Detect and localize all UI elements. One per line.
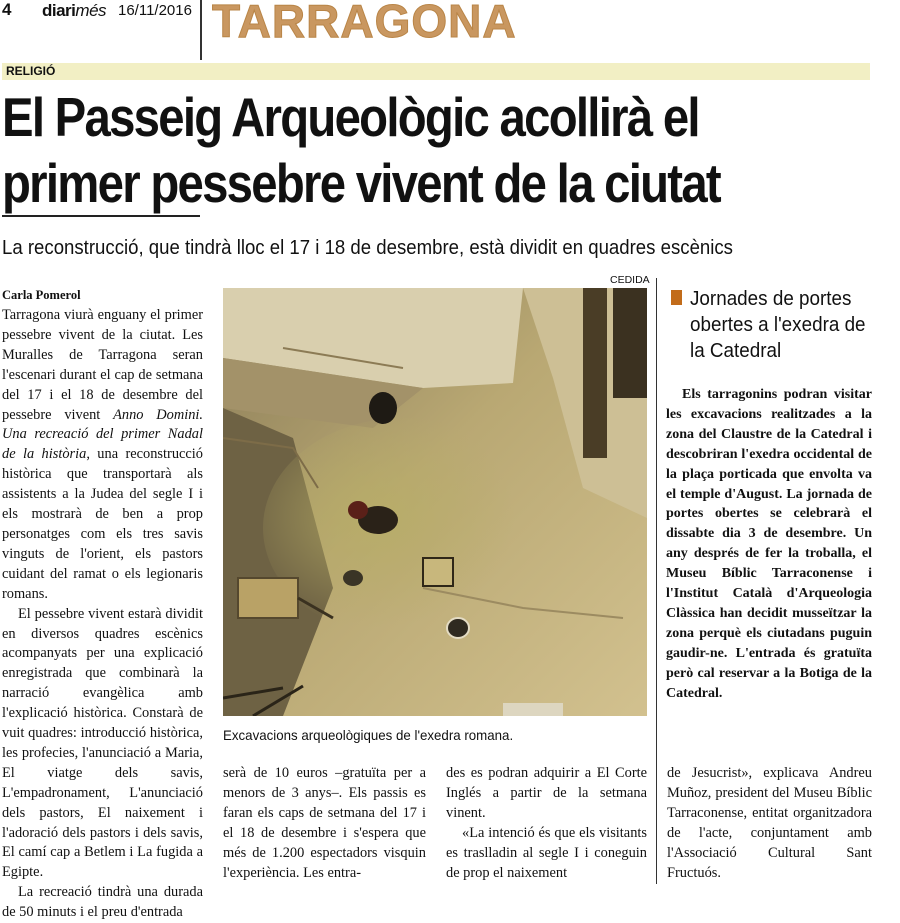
brand-suffix: més — [75, 1, 107, 20]
paragraph-2: El pessebre vivent estarà dividit en diversos quadres escènics acompanyats per una explicació enregistrada que combinarà la narració evangèlica amb l'explicació històrica. Constarà de vuit quadres: introducció històrica, les profecies, l'anunciació a Maria, El viatge dels savis, L'empadronament, L'anunciació dels pastors, El naixement i l'adoració dels pastors i dels savis, El camí cap a Betlem i La fugida a Egipte. — [2, 605, 203, 881]
sidebar-marker — [671, 290, 682, 305]
photo-caption: Excavacions arqueològiques de l'exedra romana. — [223, 727, 514, 743]
paragraph-3-end: des es podran adquirir a El Corte Inglés a partir de la setmana vinent. — [446, 765, 647, 821]
article-column-3 — [446, 764, 647, 883]
brand-main: diari — [42, 1, 76, 20]
subheadline: La reconstrucció, que tindrà lloc el 17 i 18 de desembre, està dividit en quadres escènics — [2, 237, 733, 259]
headline-line-2: primer pessebre vivent de la ciutat — [2, 152, 720, 214]
paragraph-4-end: de Jesucrist», explicava Andreu Muñoz, president del Museu Bíblic Tarraconense, entitat organitzadora de l'acte, conjuntament amb l'Associació Cultural Sant Fructuós. — [667, 765, 872, 881]
article-column-2 — [223, 764, 426, 883]
paragraph-4-start: «La intenció és que els visitants es traslladin al segle I i coneguin de prop el naixement — [446, 824, 647, 881]
sidebar-title: Jornades de portes obertes a l'exedra de la Catedral — [690, 287, 866, 362]
paragraph-3-start: La recreació tindrà una durada de 50 minuts i el preu d'entrada — [2, 884, 203, 921]
article-column-4 — [667, 764, 872, 883]
issue-date: 16/11/2016 — [118, 2, 192, 19]
category-label: RELIGIÓ — [6, 64, 56, 78]
section-title: TARRAGONA — [212, 0, 517, 47]
photo-credit: CEDIDA — [610, 274, 650, 286]
paragraph-1: Tarragona viurà enguany el primer pessebre vivent de la ciutat. Les Muralles de Tarragona seran l'escenari durant el cap de setmana del 17 i el 18 de desembre del pessebre vivent Anno Domini. Una recreació del primer Nadal de la història, una reconstrucció històrica que transportarà als assistents a la Judea del segle I i els mostrarà de ben a prop personatges com els tres savis vinguts de l'orient, els pastors cuidant del ramat o els legionaris romans. — [2, 307, 203, 602]
excavation-photo — [223, 288, 647, 716]
category-bar — [2, 63, 870, 80]
headline-rule — [2, 215, 200, 217]
headline-line-1: El Passeig Arqueològic acollirà el — [2, 86, 699, 148]
byline: Carla Pomerol — [2, 288, 81, 302]
header-divider — [200, 0, 202, 60]
page-number: 4 — [2, 0, 12, 19]
sidebar-body: Els tarragonins podran visitar les excavacions realitzades a la zona del Claustre de la Catedral i descobriran l'exedra occidental de la plaça porticada que envolta va el temple d'August. La jornada de portes obertes se celebrarà el dissabte dia 3 de desembre. Un any després de fer la troballa, el Museu Bíblic Tarraconense i l'Institut Català d'Arqueologia Clàssica han decidit musseïtzar la zona perquè els ciutadans puguin gaudir-ne. L'entrada és gratuïta però cal reservar a la Botiga de la Catedral. — [666, 387, 872, 701]
article-column-1 — [2, 306, 203, 923]
paragraph-3-cont: serà de 10 euros –gratuïta per a menors de 3 anys–. Els passis es faran els caps de setmana del 17 i el 18 de desembre i s'espera que més de 1.200 espectadors visquin l'experiència. Les entra- — [223, 765, 426, 881]
headline — [2, 84, 759, 216]
newspaper-logo — [42, 1, 106, 21]
sidebar-divider — [656, 278, 657, 884]
